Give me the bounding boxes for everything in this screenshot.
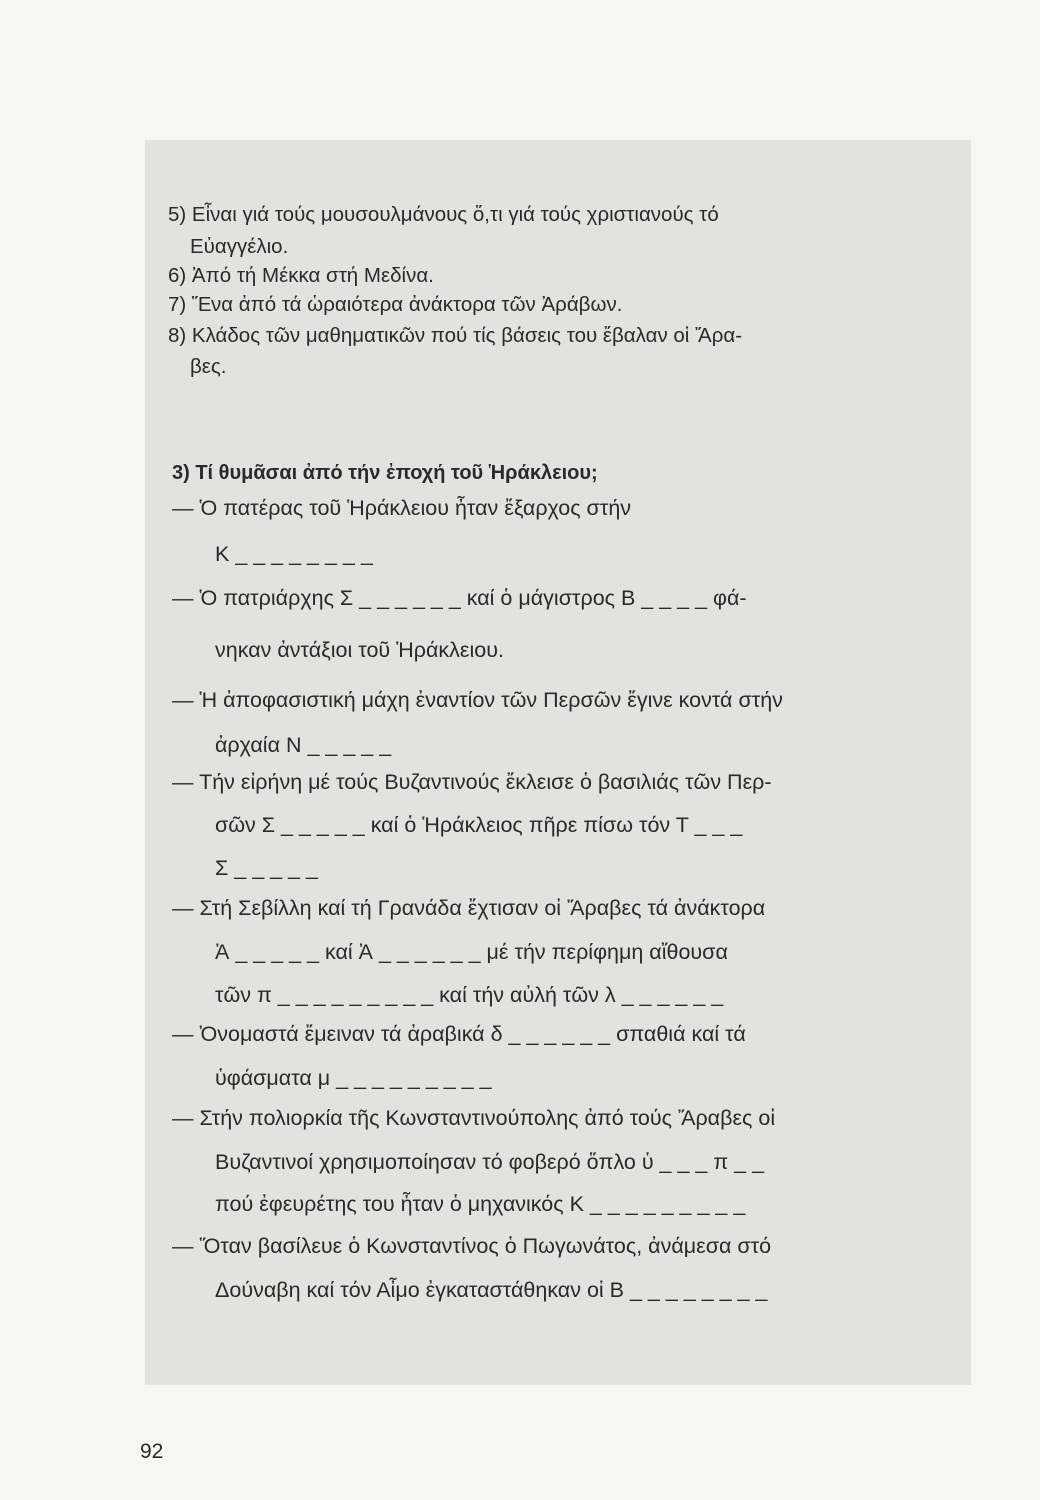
- exercise-line: ὑφάσματα μ _ _ _ _ _ _ _ _ _: [215, 1066, 492, 1090]
- exercise-line: Ἀ _ _ _ _ _ καί Ἀ _ _ _ _ _ _ μέ τήν περίφημη αἴθουσα: [215, 940, 728, 964]
- section-heading: 3) Τί θυμᾶσαι ἀπό τήν ἐποχή τοῦ Ἡράκλειου;: [172, 462, 598, 484]
- list-item: 5) Εἶναι γιά τούς μουσουλμάνους ὅ,τι γιά τούς χριστιανούς τό: [168, 203, 719, 226]
- list-item: 6) Ἀπό τή Μέκκα στή Μεδίνα.: [168, 264, 434, 287]
- exercise-line: — Στή Σεβίλλη καί τή Γρανάδα ἔχτισαν οἱ Ἄραβες τά ἀνάκτορα: [172, 896, 766, 920]
- exercise-line: Σ _ _ _ _ _: [215, 856, 318, 880]
- exercise-line: νηκαν ἀντάξιοι τοῦ Ἡράκλειου.: [215, 638, 504, 662]
- list-item: 7) Ἕνα ἀπό τά ὡραιότερα ἀνάκτορα τῶν Ἀράβων.: [168, 293, 623, 316]
- exercise-line: Βυζαντινοί χρησιμοποίησαν τό φοβερό ὅπλο ὑ _ _ _ π _ _: [215, 1150, 765, 1174]
- exercise-line: Δούναβη καί τόν Αἶμο ἐγκαταστάθηκαν οἱ Β _ _ _ _ _ _ _ _: [215, 1278, 768, 1302]
- exercise-line: — Ἡ ἀποφασιστική μάχη ἐναντίον τῶν Περσῶν ἔγινε κοντά στήν: [172, 688, 783, 712]
- exercise-line: — Τήν εἰρήνη μέ τούς Βυζαντινούς ἔκλεισε ὁ βασιλιάς τῶν Περ-: [172, 770, 772, 794]
- list-item: 8) Κλάδος τῶν μαθηματικῶν πού τίς βάσεις του ἔβαλαν οἱ Ἄρα-: [168, 324, 743, 347]
- exercise-line: ἀρχαία Ν _ _ _ _ _: [215, 733, 392, 757]
- exercise-line: πού ἐφευρέτης του ἦταν ὁ μηχανικός Κ _ _ _ _ _ _ _ _ _: [215, 1192, 746, 1216]
- exercise-line: σῶν Σ _ _ _ _ _ καί ὁ Ἡράκλειος πῆρε πίσω τόν Τ _ _ _: [215, 813, 743, 837]
- exercise-line: — Ὁ πατέρας τοῦ Ἡράκλειου ἦταν ἔξαρχος στήν: [172, 496, 632, 520]
- exercise-line: Κ _ _ _ _ _ _ _ _: [215, 542, 373, 566]
- exercise-line: — Ὁ πατριάρχης Σ _ _ _ _ _ _ καί ὁ μάγιστρος Β _ _ _ _ φά-: [172, 586, 747, 610]
- list-item: βες.: [190, 355, 227, 378]
- page-number: 92: [140, 1440, 164, 1463]
- exercise-line: — Ὀνομαστά ἔμειναν τά ἀραβικά δ _ _ _ _ _ _ σπαθιά καί τά: [172, 1022, 746, 1046]
- exercise-line: — Στήν πολιορκία τῆς Κωνσταντινούπολης ἀπό τούς Ἄραβες οἱ: [172, 1106, 776, 1130]
- list-item: Εὐαγγέλιο.: [190, 235, 289, 258]
- exercise-line: τῶν π _ _ _ _ _ _ _ _ _ καί τήν αὐλή τῶν λ _ _ _ _ _ _: [215, 983, 724, 1007]
- exercise-line: — Ὅταν βασίλευε ὁ Κωνσταντίνος ὁ Πωγωνάτος, ἀνάμεσα στό: [172, 1234, 772, 1258]
